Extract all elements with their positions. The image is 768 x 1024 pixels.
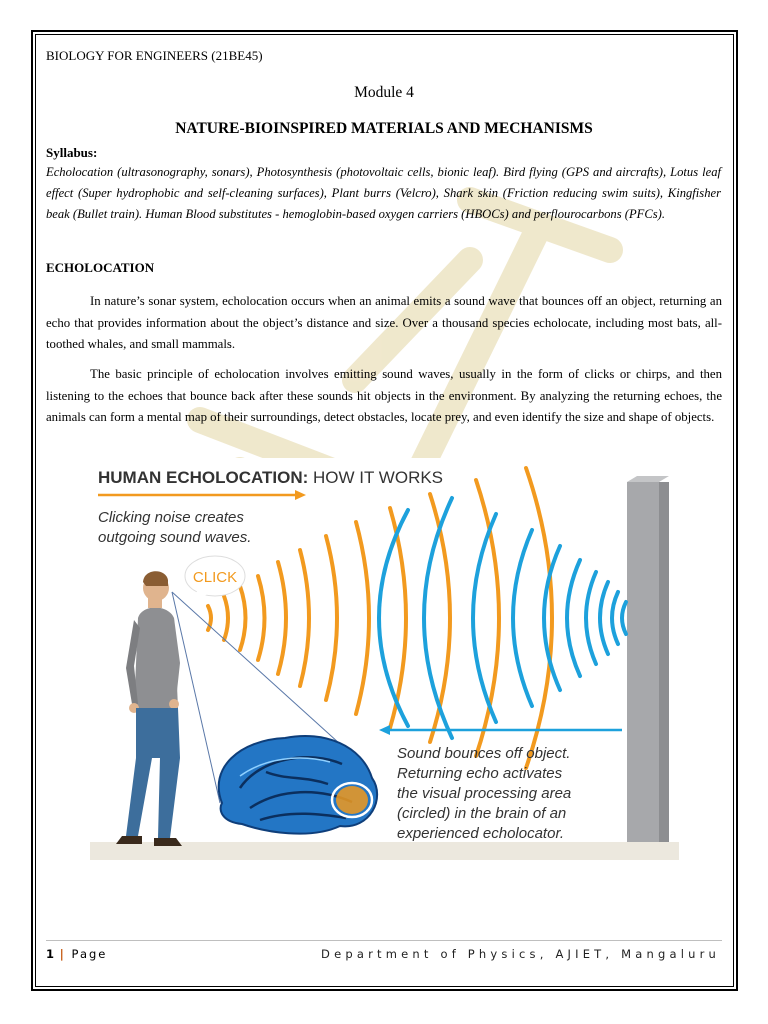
footer-page-number — [46, 947, 107, 961]
figure-title: HUMAN ECHOLOCATION: HOW IT WORKS — [98, 468, 444, 487]
paragraph: The basic principle of echolocation involves emitting sound waves, usually in the form of clicks or chirps, and then listening to the echoes that bounce back after these sounds hit objects in the environment. By analyzing the returning echoes, the animals can form a mental map of their surroundings, detect obstacles, locate prey, and even identify the size and shape of objects. — [46, 367, 722, 424]
click-label: CLICK — [192, 569, 238, 586]
module-label: Module 4 — [354, 84, 414, 101]
footer-department: Department of Physics, AJIET, Mangaluru — [321, 947, 720, 961]
syllabus-heading: Syllabus: — [46, 145, 98, 160]
page-title: NATURE-BIOINSPIRED MATERIALS AND MECHANISMS — [175, 120, 593, 137]
paragraph: In nature’s sonar system, echolocation occurs when an animal emits a sound wave that bounces off an object, returning an echo that provides information about the object’s distance and size. Over a thousand species echolocate, including most bats, all-toothed whales, and small mammals. — [46, 294, 722, 351]
course-header: BIOLOGY FOR ENGINEERS (21BE45) — [46, 48, 263, 63]
wall — [627, 482, 659, 842]
section-heading: ECHOLOCATION — [46, 260, 155, 275]
syllabus-body: Echolocation (ultrasonography, sonars), Photosynthesis (photovoltaic cells, bionic leaf). Bird flying (GPS and aircrafts), Lotus leaf effect (Super hydrophobic and self-cleaning surfaces), Plant burrs (Velcro), Shark skin (Friction reducing swim suits), Kingfisher beak (Bullet train). Human Blood substitutes - hemoglobin-based oxygen carriers (HBOCs) and perflourocarbons (PFCs). — [46, 165, 721, 221]
footer-divider — [46, 940, 722, 941]
echolocation-figure — [90, 458, 679, 860]
brain-image — [219, 736, 377, 834]
page-number: 1 — [46, 947, 55, 961]
page-label: Page — [71, 947, 108, 961]
caption-top: Clicking noise creates outgoing sound waves. — [98, 509, 252, 546]
page-separator: | — [59, 947, 66, 961]
caption-bottom: Sound bounces off object. Returning echo activates the visual processing area (circled) in the brain of an experienced echolocator. — [397, 745, 572, 842]
